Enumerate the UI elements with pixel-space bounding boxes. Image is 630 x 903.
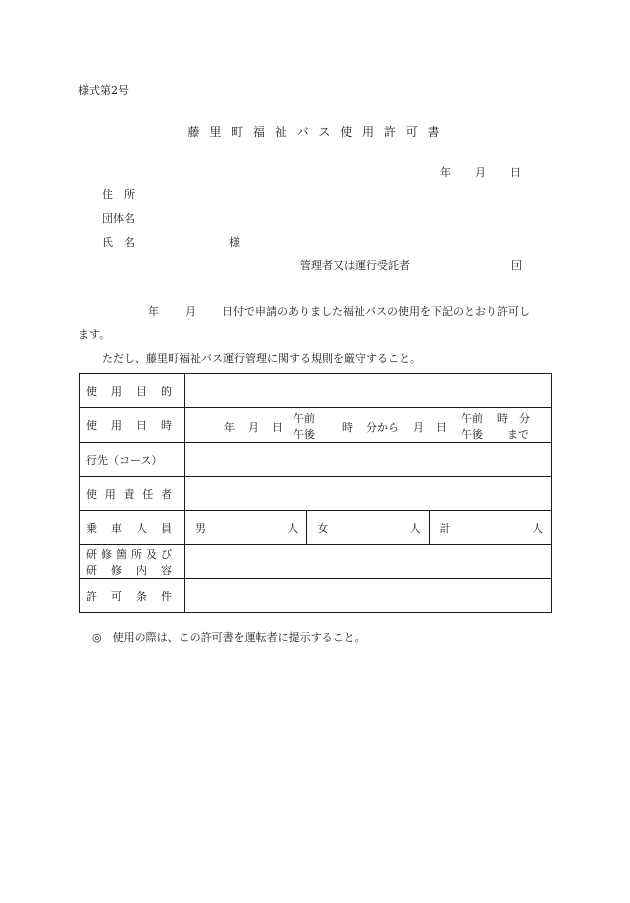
destination-label-cell — [80, 443, 185, 477]
dt-day: 日 — [272, 421, 283, 434]
datetime-fields — [185, 408, 551, 442]
female-cell — [307, 511, 429, 545]
dt-min2: 分 — [519, 412, 530, 425]
destination-row — [80, 443, 552, 477]
datetime-label: 使 用 日 時 — [86, 419, 172, 432]
dt-pm2: 午後 — [461, 428, 483, 441]
purpose-label-cell — [80, 374, 185, 408]
training-label-1: 研 修 箇 所 及 び — [86, 547, 172, 561]
training-label-2: 研 修 内 容 — [86, 563, 172, 577]
rules-paragraph: ただし、藤里町福祉バス運行管理に関する規則を厳守すること。 — [102, 352, 421, 365]
dt-month: 月 — [248, 421, 259, 434]
total-unit: 人 — [532, 521, 543, 535]
datetime-row — [80, 408, 552, 443]
passengers-label-cell — [80, 511, 185, 545]
female-unit: 人 — [409, 521, 421, 535]
group-name-label: 団体名 — [102, 212, 135, 225]
date-day: 日 — [510, 166, 521, 179]
dt-day2: 日 — [436, 421, 447, 434]
datetime-value — [185, 408, 552, 443]
para-year: 年 — [148, 305, 159, 318]
destination-label: 行先（コース） — [86, 453, 163, 467]
dt-am2: 午前 — [461, 412, 483, 425]
dt-hour2: 時 — [497, 412, 508, 425]
dt-until: まで — [507, 428, 529, 441]
male-label: 男 — [195, 521, 206, 535]
dt-year: 年 — [224, 421, 235, 434]
dt-min-from: 分から — [366, 421, 399, 434]
permit-table — [79, 373, 552, 613]
date-month: 月 — [475, 166, 486, 179]
issue-date — [440, 164, 521, 180]
training-label-cell — [80, 545, 185, 579]
responsible-value — [185, 477, 552, 511]
male-cell — [185, 511, 307, 545]
seal-mark: 囙 — [511, 259, 522, 272]
issuer-title: 管理者又は運行受託者 — [300, 259, 410, 272]
conditions-label: 許 可 条 件 — [86, 589, 172, 603]
para-text: 日付で申請のありました福祉バスの使用を下記のとおり許可し — [222, 305, 530, 318]
male-unit: 人 — [287, 521, 299, 535]
dt-hour: 時 — [342, 421, 353, 434]
purpose-label: 使 用 目 的 — [86, 384, 172, 398]
conditions-label-cell — [80, 579, 185, 613]
conditions-row — [80, 579, 552, 613]
training-row — [80, 545, 552, 579]
passengers-row — [80, 511, 552, 545]
total-label: 計 — [439, 521, 451, 535]
dt-month2: 月 — [413, 421, 424, 434]
destination-value — [185, 443, 552, 477]
usage-notice: ◎ 使用の際は、この許可書を運転者に提示すること。 — [92, 631, 366, 644]
address-label: 住 所 — [102, 188, 135, 201]
date-year: 年 — [440, 166, 451, 179]
responsible-label-cell — [80, 477, 185, 511]
female-label: 女 — [317, 521, 329, 535]
responsible-row — [80, 477, 552, 511]
name-label: 氏 名 — [102, 236, 135, 249]
datetime-label-cell — [80, 408, 185, 443]
permission-paragraph — [148, 303, 530, 319]
permission-paragraph-cont: ます。 — [78, 328, 111, 341]
para-month: 月 — [185, 305, 196, 318]
purpose-row — [80, 374, 552, 408]
purpose-value — [185, 374, 552, 408]
document-title: 藤 里 町 福 祉 バ ス 使 用 許 可 書 — [187, 125, 443, 139]
form-number: 様式第2号 — [78, 84, 129, 97]
passengers-label: 乗 車 人 員 — [86, 521, 172, 535]
training-value — [185, 545, 552, 579]
honorific: 様 — [229, 236, 240, 249]
conditions-value — [185, 579, 552, 613]
dt-am: 午前 — [293, 412, 315, 425]
dt-pm: 午後 — [293, 428, 315, 441]
responsible-label: 使 用 責 任 者 — [86, 487, 172, 501]
total-cell — [429, 511, 551, 545]
